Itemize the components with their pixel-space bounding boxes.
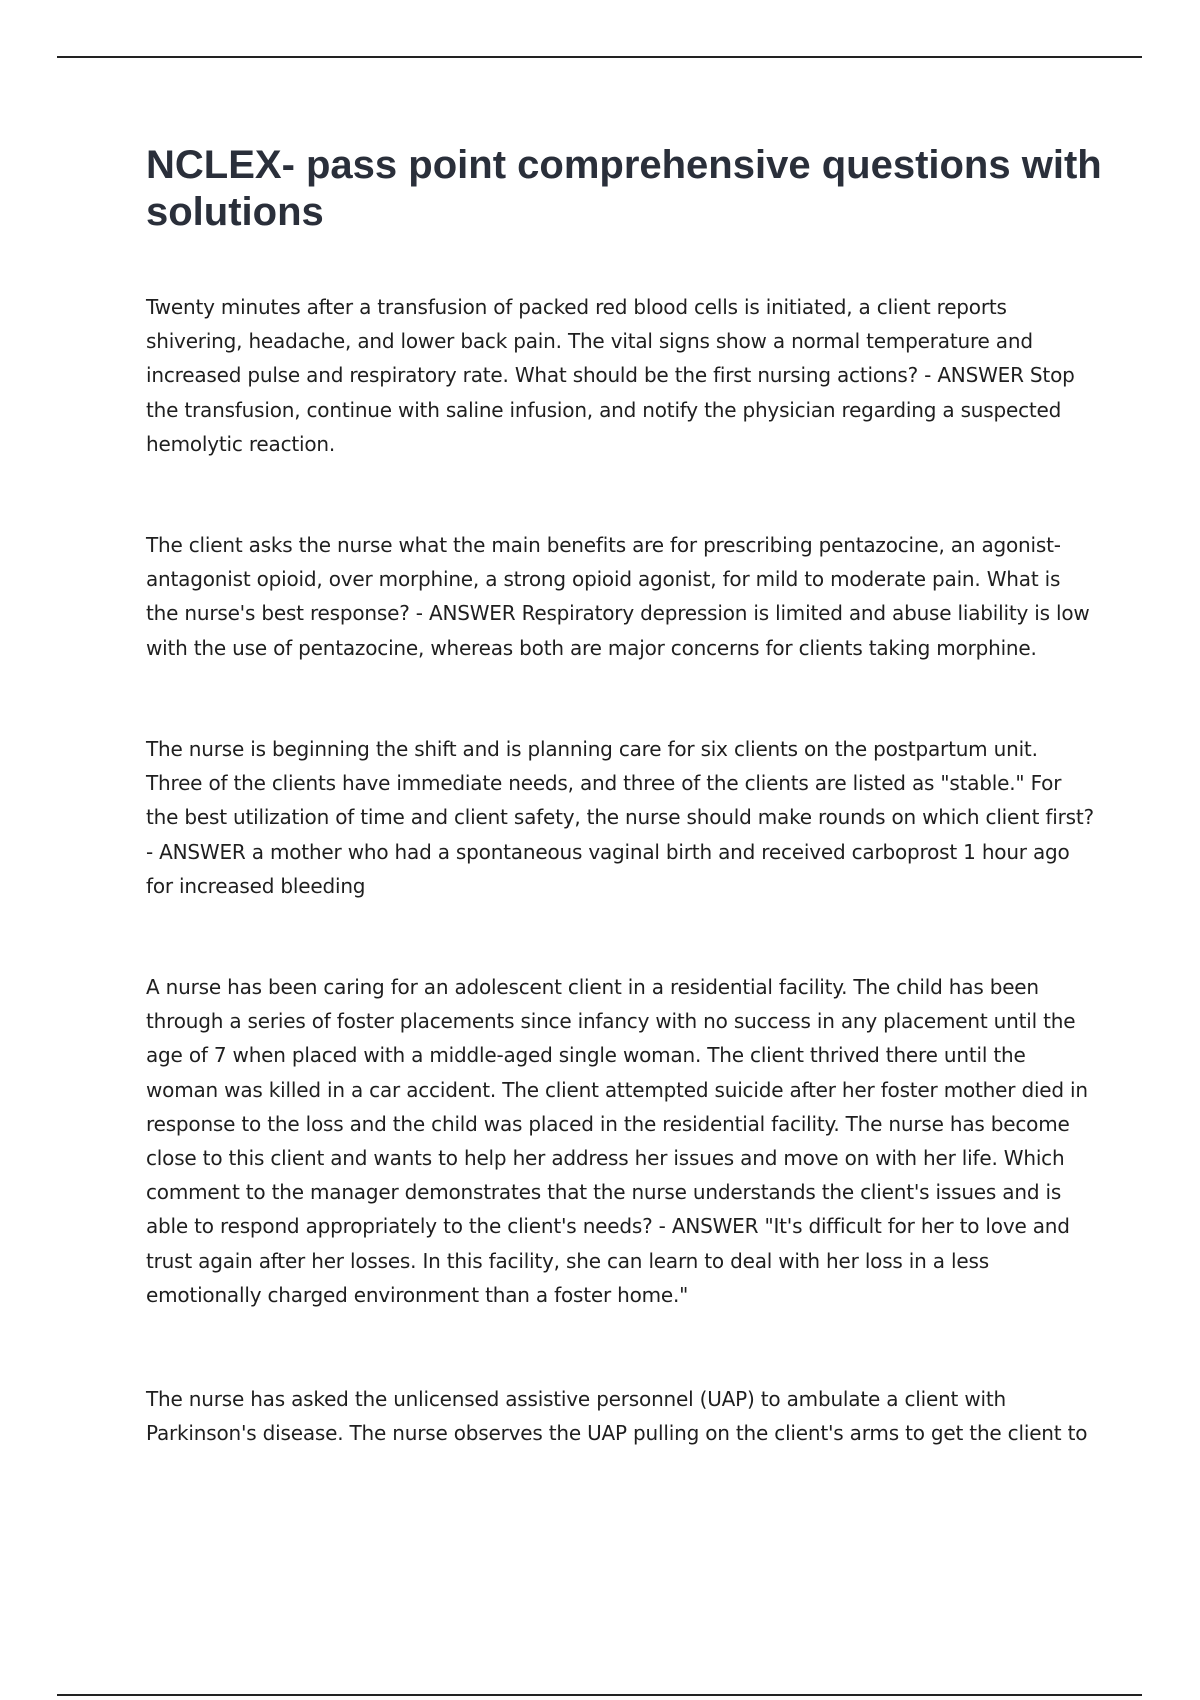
question-answer-4: A nurse has been caring for an adolescent client in a residential facility. The child has been through a series of foster placements since infancy with no success in any placement until the age of 7 when placed with a middle-aged single woman. The client thrived there until the woman was killed in a car accident. The client attempted suicide after her foster mother died in response to the loss and the child was placed in the residential facility. The nurse has become close to this client and wants to help her address her issues and move on with her life. Which comment to the manager demonstrates that the nurse understands the client's issues and is able to respond appropriately to the client's needs? - ANSWER "It's difficult for her to love and trust again after her losses. In this facility, she can learn to deal with her loss in a less emotionally charged environment than a foster home." xyxy=(146,975,1088,1307)
question-answer-5: The nurse has asked the unlicensed assistive personnel (UAP) to ambulate a client with Parkinson's disease. The nurse observes the UAP pulling on the client's arms to get the client to xyxy=(146,1387,1088,1446)
top-divider xyxy=(57,56,1142,58)
document-title: NCLEX- pass point comprehensive questions with solutions xyxy=(146,143,1102,234)
bottom-divider xyxy=(57,1694,1142,1696)
question-answer-1: Twenty minutes after a transfusion of packed red blood cells is initiated, a client reports shivering, headache, and lower back pain. The vital signs show a normal temperature and increased pulse and respiratory rate. What should be the first nursing actions? - ANSWER Stop the transfusion, continue with saline infusion, and notify the physician regarding a suspected hemolytic reaction. xyxy=(146,295,1075,456)
question-answer-2: The client asks the nurse what the main benefits are for prescribing pentazocine, an agonist-antagonist opioid, over morphine, a strong opioid agonist, for mild to moderate pain. What is the nurse's best response? - ANSWER Respiratory depression is limited and abuse liability is low with the use of pentazocine, whereas both are major concerns for clients taking morphine. xyxy=(146,533,1090,660)
question-answer-3: The nurse is beginning the shift and is planning care for six clients on the postpartum unit. Three of the clients have immediate needs, and three of the clients are listed as "stable." For the best utilization of time and client safety, the nurse should make rounds on which client first? - ANSWER a mother who had a spontaneous vaginal birth and received carboprost 1 hour ago for increased bleeding xyxy=(146,737,1094,898)
